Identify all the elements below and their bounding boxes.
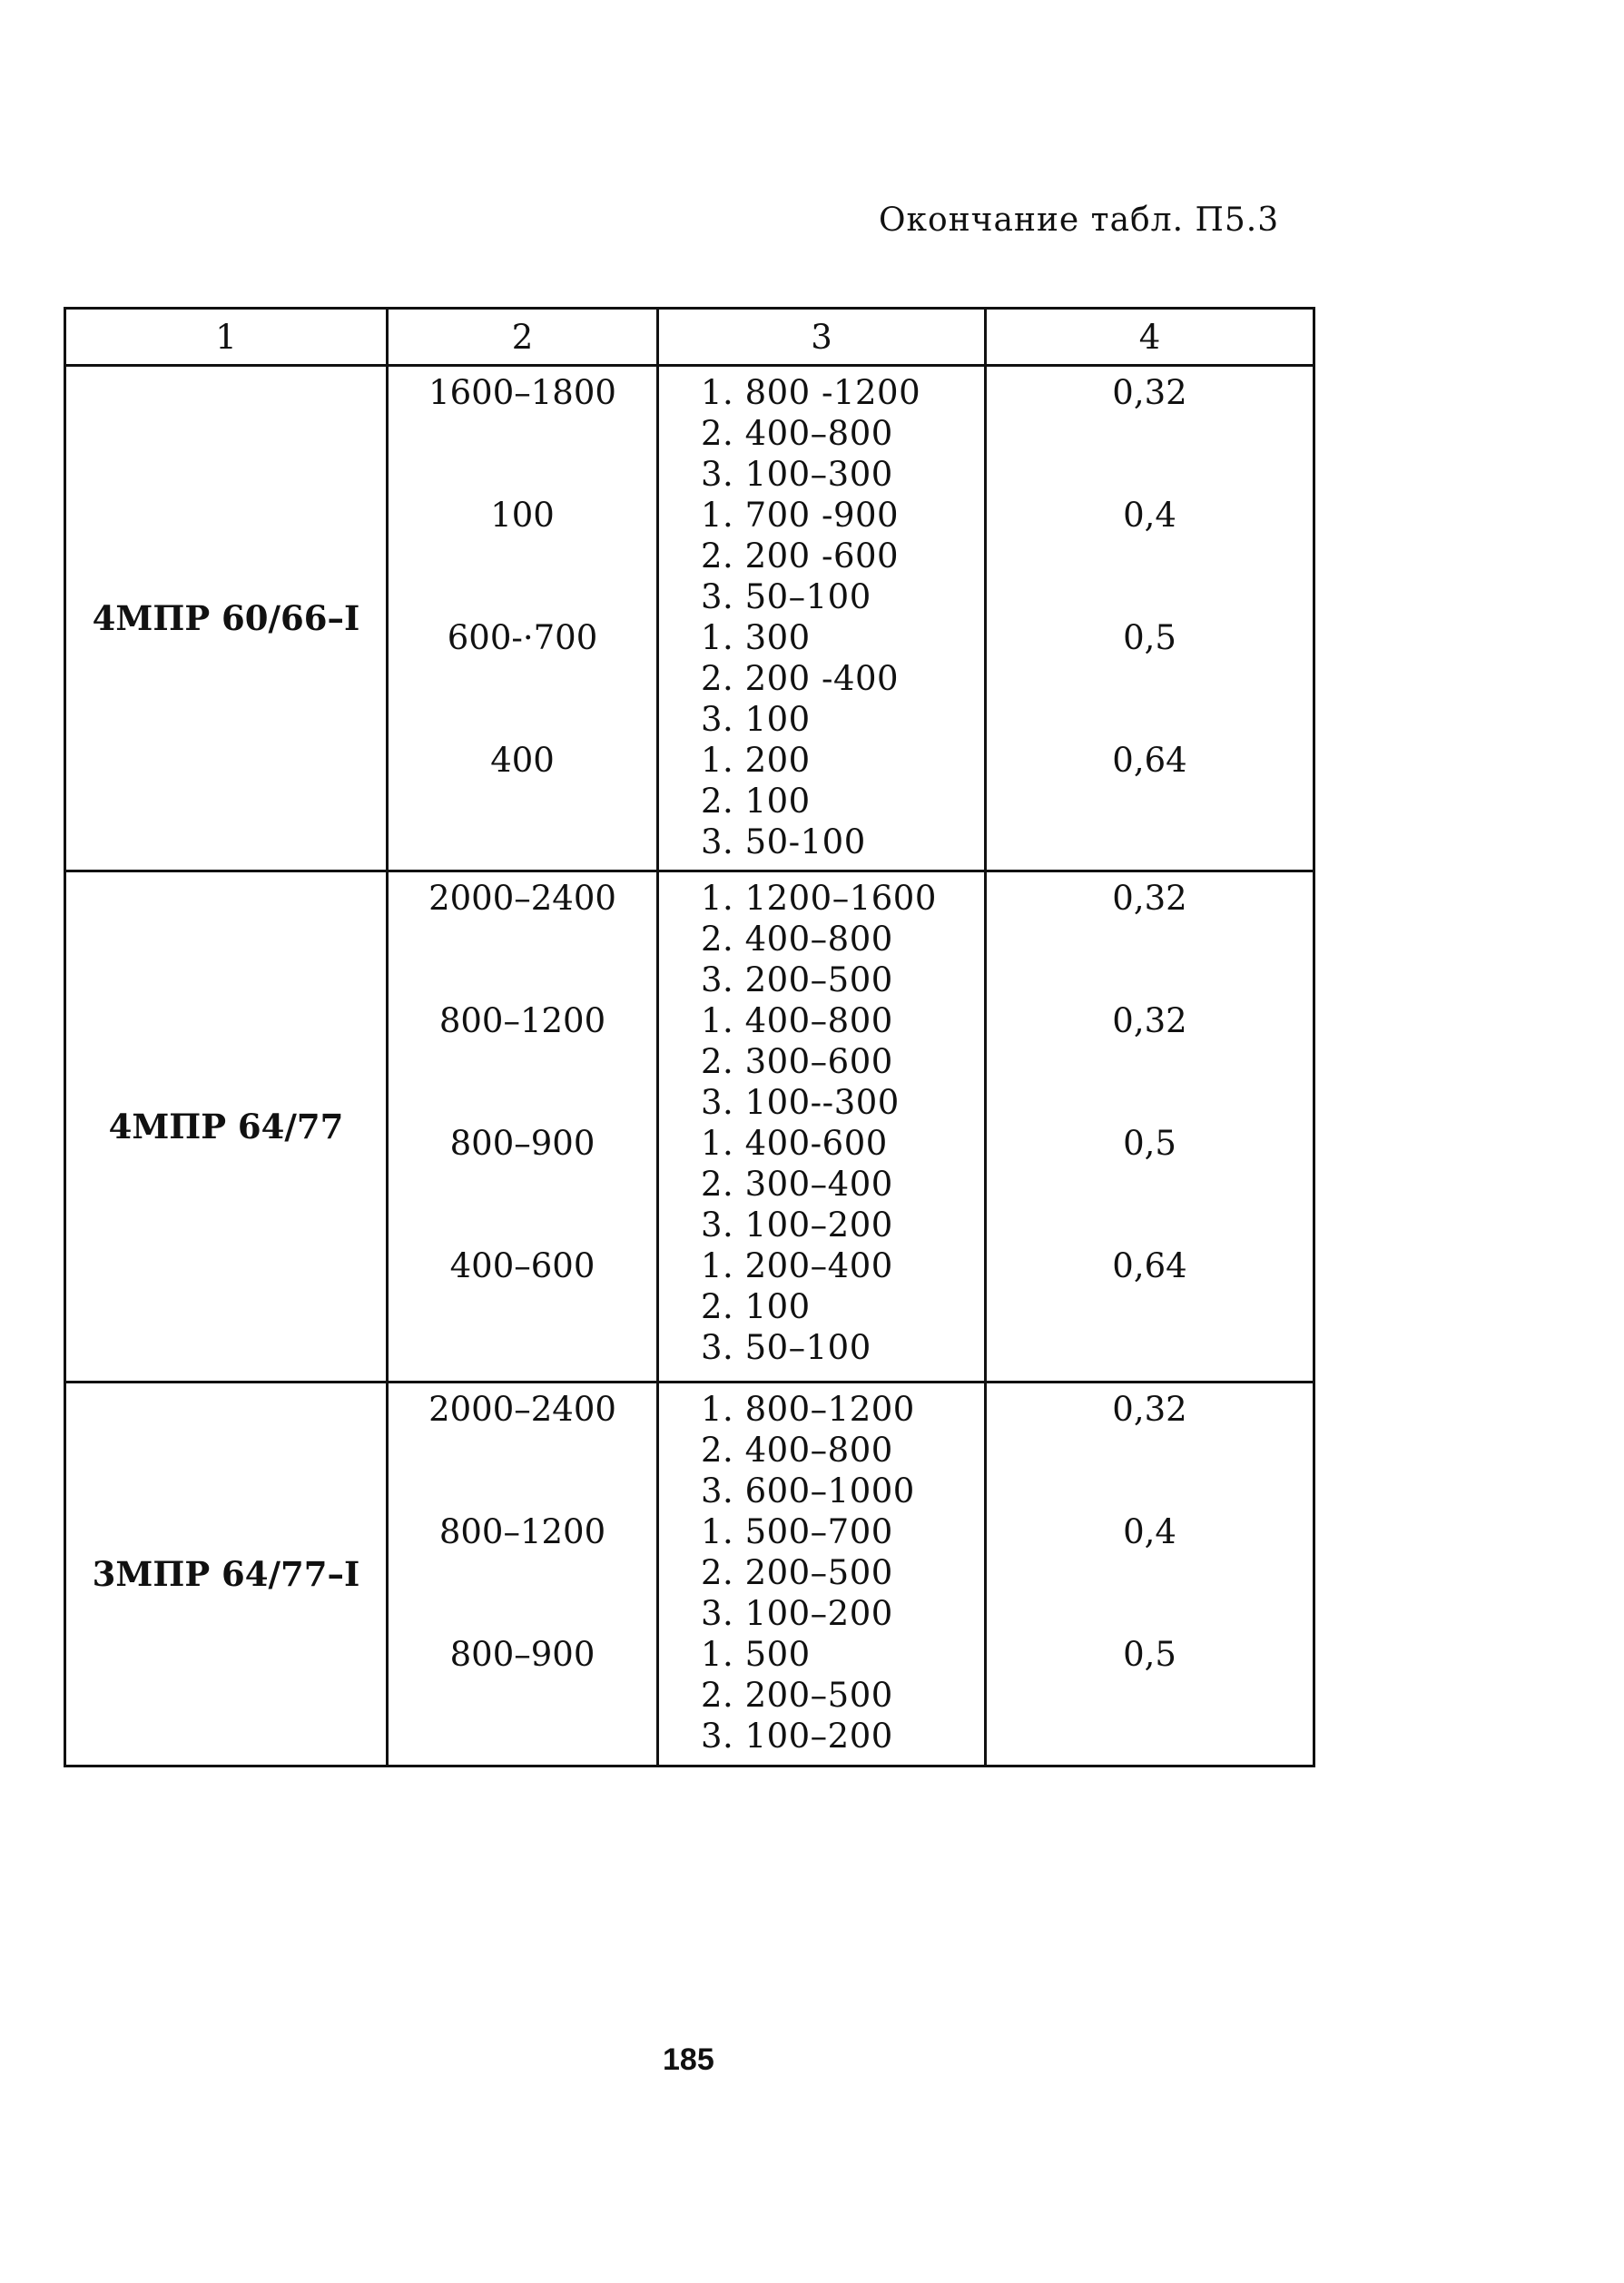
value-line (389, 1471, 656, 1511)
column-3-cell (658, 1383, 986, 1766)
coefficient-line: 0,4 (1123, 496, 1176, 535)
table-caption: Окончание табл. П5.3 (879, 202, 1280, 239)
coefficient-line (987, 536, 1313, 576)
value-line (389, 658, 656, 699)
range-line: 1. 800 -1200 (701, 373, 921, 412)
value-line (389, 1082, 656, 1123)
value-line: 600-·700 (447, 618, 598, 657)
range-line: 2. 400–800 (701, 920, 893, 959)
model-cell: 4МПР 64/77 (65, 871, 388, 1383)
value-line (389, 1430, 656, 1471)
range-line: 3. 50-100 (701, 822, 866, 861)
coefficient-line: 0,32 (1112, 1390, 1187, 1429)
value-line (389, 919, 656, 959)
coefficient-line (987, 1430, 1313, 1471)
model-cell: 3МПР 64/77–I (65, 1383, 388, 1766)
range-line: 3. 100–300 (701, 455, 893, 494)
column-4-cell (986, 366, 1314, 871)
value-line: 2000–2400 (428, 879, 616, 918)
coefficient-line (987, 1164, 1313, 1205)
coefficient-line (987, 699, 1313, 740)
coefficient-line: 0,64 (1112, 1246, 1187, 1285)
value-line: 400–600 (449, 1246, 595, 1285)
value-line (389, 1593, 656, 1634)
value-line (389, 1675, 656, 1716)
model-cell: 4МПР 60/66–I (65, 366, 388, 871)
column-2-cell (388, 366, 658, 871)
coefficient-line (987, 1041, 1313, 1082)
range-line: 3. 100–200 (701, 1717, 893, 1756)
range-line: 2. 400–800 (701, 1431, 893, 1470)
value-line (389, 959, 656, 1000)
value-line: 800–900 (449, 1635, 595, 1674)
coefficient-line (987, 1286, 1313, 1327)
coefficient-line: 0,32 (1112, 1001, 1187, 1040)
coefficient-line (987, 1675, 1313, 1716)
coefficient-line: 0,64 (1112, 741, 1187, 780)
value-line (389, 822, 656, 862)
value-line: 800–1200 (438, 1512, 606, 1551)
coefficient-line (987, 959, 1313, 1000)
value-line (389, 454, 656, 495)
value-line (389, 781, 656, 822)
column-3-cell (658, 366, 986, 871)
column-header-4: 4 (986, 309, 1314, 366)
table-header-row (65, 309, 1314, 366)
range-line: 2. 200 -400 (701, 659, 900, 698)
range-line: 2. 100 (701, 1287, 811, 1326)
value-line (389, 1716, 656, 1757)
value-line (389, 1164, 656, 1205)
page-number: 185 (663, 2042, 714, 2077)
range-line: 1. 300 (701, 618, 811, 657)
range-line: 2. 100 (701, 782, 811, 821)
value-line (389, 1327, 656, 1368)
coefficient-line (987, 1082, 1313, 1123)
range-line: 2. 300–600 (701, 1042, 893, 1081)
coefficient-line (987, 413, 1313, 454)
range-line: 1. 200–400 (701, 1246, 893, 1285)
range-line: 1. 700 -900 (701, 496, 900, 535)
column-4-cell (986, 1383, 1314, 1766)
coefficient-line: 0,32 (1112, 879, 1187, 918)
coefficient-line (987, 781, 1313, 822)
range-line: 1. 200 (701, 741, 811, 780)
column-3-cell (658, 871, 986, 1383)
range-line: 3. 100–200 (701, 1594, 893, 1633)
value-line: 1600–1800 (428, 373, 616, 412)
coefficient-line: 0,5 (1123, 1124, 1176, 1163)
value-line (389, 1286, 656, 1327)
value-line: 800–1200 (438, 1001, 606, 1040)
range-line: 3. 50–100 (701, 1328, 871, 1367)
data-table (64, 307, 1315, 1767)
column-4-cell (986, 871, 1314, 1383)
value-line (389, 536, 656, 576)
range-line: 3. 200–500 (701, 960, 893, 999)
value-line: 400 (490, 741, 555, 780)
range-line: 1. 1200–1600 (701, 879, 937, 918)
value-line (389, 699, 656, 740)
coefficient-line (987, 919, 1313, 959)
coefficient-line (987, 822, 1313, 862)
table-row (65, 871, 1314, 1383)
range-line: 3. 100--300 (701, 1083, 900, 1122)
coefficient-line (987, 1327, 1313, 1368)
value-line: 800–900 (449, 1124, 595, 1163)
value-line: 100 (490, 496, 555, 535)
column-header-2: 2 (388, 309, 658, 366)
table-row (65, 366, 1314, 871)
coefficient-line: 0,5 (1123, 1635, 1176, 1674)
coefficient-line (987, 454, 1313, 495)
range-line: 3. 100–200 (701, 1205, 893, 1245)
coefficient-line: 0,5 (1123, 618, 1176, 657)
value-line (389, 413, 656, 454)
value-line (389, 1041, 656, 1082)
range-line: 1. 800–1200 (701, 1390, 915, 1429)
coefficient-line (987, 1205, 1313, 1245)
range-line: 1. 500–700 (701, 1512, 893, 1551)
range-line: 3. 50–100 (701, 577, 871, 616)
column-2-cell (388, 871, 658, 1383)
range-line: 1. 400-600 (701, 1124, 888, 1163)
coefficient-line (987, 1552, 1313, 1593)
coefficient-line (987, 658, 1313, 699)
range-line: 1. 400–800 (701, 1001, 893, 1040)
coefficient-line (987, 1471, 1313, 1511)
range-line: 2. 400–800 (701, 414, 893, 453)
table-row (65, 1383, 1314, 1766)
column-2-cell (388, 1383, 658, 1766)
range-line: 1. 500 (701, 1635, 811, 1674)
coefficient-line (987, 576, 1313, 617)
column-header-1: 1 (65, 309, 388, 366)
column-header-3: 3 (658, 309, 986, 366)
coefficient-line (987, 1716, 1313, 1757)
value-line (389, 576, 656, 617)
range-line: 2. 300–400 (701, 1165, 893, 1204)
coefficient-line: 0,32 (1112, 373, 1187, 412)
range-line: 3. 600–1000 (701, 1471, 915, 1511)
range-line: 2. 200–500 (701, 1553, 893, 1592)
range-line: 3. 100 (701, 700, 811, 739)
value-line (389, 1552, 656, 1593)
coefficient-line (987, 1593, 1313, 1634)
value-line: 2000–2400 (428, 1390, 616, 1429)
value-line (389, 1205, 656, 1245)
coefficient-line: 0,4 (1123, 1512, 1176, 1551)
range-line: 2. 200 -600 (701, 536, 900, 576)
range-line: 2. 200–500 (701, 1676, 893, 1715)
